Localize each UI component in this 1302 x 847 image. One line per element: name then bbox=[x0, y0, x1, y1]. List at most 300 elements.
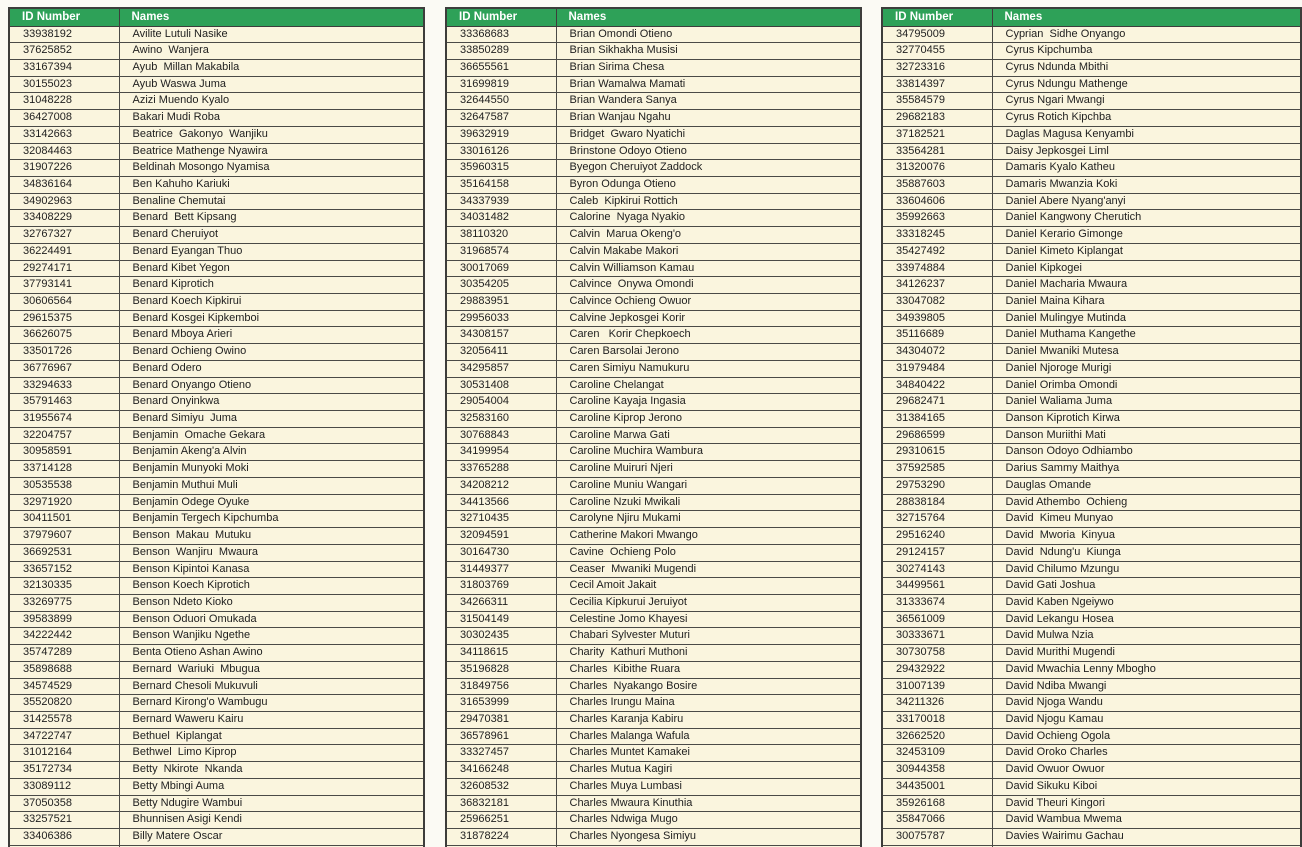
name-cell: Benard Kibet Yegon bbox=[119, 260, 424, 277]
table-row bbox=[446, 829, 861, 846]
id-number-cell: 35584579 bbox=[882, 93, 992, 110]
roster-table-3 bbox=[881, 7, 1302, 847]
table-row bbox=[882, 193, 1301, 210]
id-number-cell: 34435001 bbox=[882, 778, 992, 795]
table-row bbox=[882, 227, 1301, 244]
table-row bbox=[882, 661, 1301, 678]
id-number-cell: 39583899 bbox=[9, 611, 119, 628]
name-cell: Benard Bett Kipsang bbox=[119, 210, 424, 227]
table-row bbox=[446, 494, 861, 511]
table-row bbox=[9, 728, 424, 745]
name-cell: Cecil Amoit Jakait bbox=[556, 578, 861, 595]
id-number-cell: 32647587 bbox=[446, 110, 556, 127]
table-row bbox=[882, 176, 1301, 193]
id-number-cell: 36655561 bbox=[446, 59, 556, 76]
id-number-cell: 36427008 bbox=[9, 110, 119, 127]
table-row bbox=[9, 578, 424, 595]
name-cell: Charles Kibithe Ruara bbox=[556, 661, 861, 678]
name-cell: Bridget Gwaro Nyatichi bbox=[556, 126, 861, 143]
id-number-cell: 31979484 bbox=[882, 360, 992, 377]
name-cell: Benson Ndeto Kioko bbox=[119, 594, 424, 611]
name-cell: Daisy Jepkosgei Liml bbox=[992, 143, 1301, 160]
table-row bbox=[882, 427, 1301, 444]
name-cell: Daniel Kangwony Cherutich bbox=[992, 210, 1301, 227]
name-cell: David Sikuku Kiboi bbox=[992, 778, 1301, 795]
id-number-cell: 33089112 bbox=[9, 778, 119, 795]
id-number-header: ID Number bbox=[446, 8, 556, 26]
id-number-cell: 30411501 bbox=[9, 511, 119, 528]
id-number-cell: 34902963 bbox=[9, 193, 119, 210]
table-row bbox=[9, 477, 424, 494]
table-row bbox=[9, 511, 424, 528]
name-cell: Charles Muntet Kamakei bbox=[556, 745, 861, 762]
name-cell: David Njoga Wandu bbox=[992, 695, 1301, 712]
table-row bbox=[446, 193, 861, 210]
id-number-cell: 31007139 bbox=[882, 678, 992, 695]
table-row bbox=[446, 277, 861, 294]
id-number-header: ID Number bbox=[9, 8, 119, 26]
table-row bbox=[882, 327, 1301, 344]
table-row bbox=[9, 411, 424, 428]
id-number-cell: 29274171 bbox=[9, 260, 119, 277]
table-row bbox=[446, 260, 861, 277]
table-row bbox=[446, 377, 861, 394]
name-cell: Benson Wanjiku Ngethe bbox=[119, 628, 424, 645]
table-row bbox=[9, 778, 424, 795]
table-row bbox=[446, 243, 861, 260]
id-number-cell: 33604606 bbox=[882, 193, 992, 210]
id-number-cell: 29124157 bbox=[882, 544, 992, 561]
id-number-cell: 29310615 bbox=[882, 444, 992, 461]
table-row bbox=[9, 310, 424, 327]
id-number-cell: 33501726 bbox=[9, 344, 119, 361]
id-number-cell: 30274143 bbox=[882, 561, 992, 578]
id-number-cell: 30606564 bbox=[9, 294, 119, 311]
id-number-cell: 34266311 bbox=[446, 594, 556, 611]
table-row bbox=[9, 327, 424, 344]
table-row bbox=[882, 76, 1301, 93]
id-number-cell: 28838184 bbox=[882, 494, 992, 511]
table-row bbox=[446, 645, 861, 662]
table-row bbox=[9, 762, 424, 779]
name-cell: Benaline Chemutai bbox=[119, 193, 424, 210]
table-row bbox=[882, 260, 1301, 277]
name-cell: Daniel Muthama Kangethe bbox=[992, 327, 1301, 344]
name-cell: Charles Nyongesa Simiyu bbox=[556, 829, 861, 846]
name-cell: Calvin Williamson Kamau bbox=[556, 260, 861, 277]
table-row bbox=[882, 411, 1301, 428]
id-number-cell: 31048228 bbox=[9, 93, 119, 110]
id-number-cell: 34574529 bbox=[9, 678, 119, 695]
name-cell: Bethuel Kiplangat bbox=[119, 728, 424, 745]
id-number-cell: 31968574 bbox=[446, 243, 556, 260]
table-row bbox=[446, 795, 861, 812]
table-row bbox=[9, 210, 424, 227]
id-number-cell: 31449377 bbox=[446, 561, 556, 578]
table-row bbox=[446, 561, 861, 578]
name-cell: Carolyne Njiru Mukami bbox=[556, 511, 861, 528]
id-number-cell: 35172734 bbox=[9, 762, 119, 779]
id-number-cell: 33408229 bbox=[9, 210, 119, 227]
name-cell: Brian Sirima Chesa bbox=[556, 59, 861, 76]
table-row bbox=[446, 711, 861, 728]
id-number-cell: 34840422 bbox=[882, 377, 992, 394]
name-cell: David Chilumo Mzungu bbox=[992, 561, 1301, 578]
id-number-cell: 32094591 bbox=[446, 528, 556, 545]
id-number-cell: 34208212 bbox=[446, 477, 556, 494]
name-cell: Brian Sikhakha Musisi bbox=[556, 43, 861, 60]
id-number-cell: 30768843 bbox=[446, 427, 556, 444]
name-cell: Benjamin Muthui Muli bbox=[119, 477, 424, 494]
name-cell: Beatrice Mathenge Nyawira bbox=[119, 143, 424, 160]
id-number-cell: 32723316 bbox=[882, 59, 992, 76]
name-cell: Brian Wandera Sanya bbox=[556, 93, 861, 110]
name-cell: Chabari Sylvester Muturi bbox=[556, 628, 861, 645]
name-cell: Benson Kipintoi Kanasa bbox=[119, 561, 424, 578]
id-number-cell: 30535538 bbox=[9, 477, 119, 494]
name-cell: Byegon Cheruiyot Zaddock bbox=[556, 160, 861, 177]
name-cell: Benard Eyangan Thuo bbox=[119, 243, 424, 260]
id-number-cell: 33938192 bbox=[9, 26, 119, 43]
name-cell: David Kimeu Munyao bbox=[992, 511, 1301, 528]
name-cell: Benard Onyinkwa bbox=[119, 394, 424, 411]
table-row bbox=[9, 344, 424, 361]
id-number-cell: 34126237 bbox=[882, 277, 992, 294]
id-number-cell: 33016126 bbox=[446, 143, 556, 160]
id-number-cell: 33657152 bbox=[9, 561, 119, 578]
id-number-cell: 30944358 bbox=[882, 762, 992, 779]
id-number-cell: 31907226 bbox=[9, 160, 119, 177]
table-row bbox=[9, 227, 424, 244]
table-row bbox=[446, 594, 861, 611]
table-row bbox=[446, 477, 861, 494]
table-row bbox=[446, 812, 861, 829]
id-number-cell: 31803769 bbox=[446, 578, 556, 595]
name-cell: Benson Oduori Omukada bbox=[119, 611, 424, 628]
name-cell: Daniel Abere Nyang'anyi bbox=[992, 193, 1301, 210]
id-number-cell: 33850289 bbox=[446, 43, 556, 60]
name-cell: Caroline Muiruri Njeri bbox=[556, 461, 861, 478]
table-row bbox=[9, 812, 424, 829]
name-cell: David Ndiba Mwangi bbox=[992, 678, 1301, 695]
id-number-cell: 29682471 bbox=[882, 394, 992, 411]
id-number-cell: 34836164 bbox=[9, 176, 119, 193]
name-cell: David Kaben Ngeiywo bbox=[992, 594, 1301, 611]
id-number-cell: 35427492 bbox=[882, 243, 992, 260]
table-row bbox=[9, 561, 424, 578]
id-number-cell: 35164158 bbox=[446, 176, 556, 193]
name-cell: Charles Nyakango Bosire bbox=[556, 678, 861, 695]
id-number-cell: 31320076 bbox=[882, 160, 992, 177]
id-number-cell: 30958591 bbox=[9, 444, 119, 461]
id-number-cell: 30354205 bbox=[446, 277, 556, 294]
name-cell: Bernard Wariuki Mbugua bbox=[119, 661, 424, 678]
name-cell: Benard Odero bbox=[119, 360, 424, 377]
table-row bbox=[446, 695, 861, 712]
name-cell: Cyprian Sidhe Onyango bbox=[992, 26, 1301, 43]
table-row bbox=[882, 360, 1301, 377]
table-row bbox=[9, 645, 424, 662]
table-row bbox=[446, 93, 861, 110]
name-cell: Damaris Kyalo Katheu bbox=[992, 160, 1301, 177]
id-number-cell: 33327457 bbox=[446, 745, 556, 762]
table-row bbox=[882, 762, 1301, 779]
name-cell: Cyrus Ndunda Mbithi bbox=[992, 59, 1301, 76]
id-number-cell: 32453109 bbox=[882, 745, 992, 762]
id-number-cell: 33814397 bbox=[882, 76, 992, 93]
id-number-cell: 30164730 bbox=[446, 544, 556, 561]
table-row bbox=[882, 461, 1301, 478]
name-cell: David Mulwa Nzia bbox=[992, 628, 1301, 645]
name-cell: Betty Nkirote Nkanda bbox=[119, 762, 424, 779]
name-cell: Betty Ndugire Wambui bbox=[119, 795, 424, 812]
table-row bbox=[446, 59, 861, 76]
name-cell: Benard Cheruiyot bbox=[119, 227, 424, 244]
id-number-cell: 32608532 bbox=[446, 778, 556, 795]
name-cell: Damaris Mwanzia Koki bbox=[992, 176, 1301, 193]
table-row bbox=[446, 511, 861, 528]
table-row bbox=[446, 26, 861, 43]
name-cell: Benjamin Akeng'a Alvin bbox=[119, 444, 424, 461]
table-row bbox=[9, 243, 424, 260]
table-row bbox=[9, 126, 424, 143]
table-row bbox=[9, 544, 424, 561]
name-cell: Benard Simiyu Juma bbox=[119, 411, 424, 428]
name-cell: Beldinah Mosongo Nyamisa bbox=[119, 160, 424, 177]
table-row bbox=[446, 176, 861, 193]
table-row bbox=[9, 143, 424, 160]
id-number-cell: 29682183 bbox=[882, 110, 992, 127]
header-row bbox=[882, 8, 1301, 26]
table-row bbox=[9, 377, 424, 394]
table-row bbox=[9, 160, 424, 177]
name-cell: Davies Wairimu Gachau bbox=[992, 829, 1301, 846]
table-row bbox=[882, 344, 1301, 361]
name-cell: Cecilia Kipkurui Jeruiyot bbox=[556, 594, 861, 611]
name-cell: Daglas Magusa Kenyambi bbox=[992, 126, 1301, 143]
id-number-cell: 35960315 bbox=[446, 160, 556, 177]
table-row bbox=[882, 93, 1301, 110]
id-number-cell: 33368683 bbox=[446, 26, 556, 43]
name-cell: Celestine Jomo Khayesi bbox=[556, 611, 861, 628]
name-cell: Benjamin Munyoki Moki bbox=[119, 461, 424, 478]
name-cell: Darius Sammy Maithya bbox=[992, 461, 1301, 478]
table-row bbox=[882, 645, 1301, 662]
id-number-cell: 36692531 bbox=[9, 544, 119, 561]
id-number-header: ID Number bbox=[882, 8, 992, 26]
table-row bbox=[882, 294, 1301, 311]
name-cell: Bakari Mudi Roba bbox=[119, 110, 424, 127]
table-row bbox=[446, 294, 861, 311]
name-cell: Daniel Njoroge Murigi bbox=[992, 360, 1301, 377]
name-cell: Brian Omondi Otieno bbox=[556, 26, 861, 43]
id-number-cell: 35196828 bbox=[446, 661, 556, 678]
name-cell: Cyrus Kipchumba bbox=[992, 43, 1301, 60]
table-row bbox=[9, 628, 424, 645]
table-row bbox=[446, 611, 861, 628]
name-cell: Byron Odunga Otieno bbox=[556, 176, 861, 193]
id-number-cell: 31653999 bbox=[446, 695, 556, 712]
table-row bbox=[446, 344, 861, 361]
id-number-cell: 33167394 bbox=[9, 59, 119, 76]
table-row bbox=[446, 327, 861, 344]
name-cell: Caroline Muchira Wambura bbox=[556, 444, 861, 461]
id-number-cell: 36776967 bbox=[9, 360, 119, 377]
id-number-cell: 32715764 bbox=[882, 511, 992, 528]
id-number-cell: 34295857 bbox=[446, 360, 556, 377]
id-number-cell: 35898688 bbox=[9, 661, 119, 678]
id-number-cell: 39632919 bbox=[446, 126, 556, 143]
table-row bbox=[882, 477, 1301, 494]
id-number-cell: 32204757 bbox=[9, 427, 119, 444]
table-row bbox=[882, 110, 1301, 127]
name-cell: Benard Onyango Otieno bbox=[119, 377, 424, 394]
name-cell: Benard Koech Kipkirui bbox=[119, 294, 424, 311]
id-number-cell: 30017069 bbox=[446, 260, 556, 277]
table-row bbox=[9, 594, 424, 611]
name-cell: Caren Barsolai Jerono bbox=[556, 344, 861, 361]
name-cell: Ben Kahuho Kariuki bbox=[119, 176, 424, 193]
id-number-cell: 31699819 bbox=[446, 76, 556, 93]
table-row bbox=[446, 110, 861, 127]
id-number-cell: 34031482 bbox=[446, 210, 556, 227]
table-row bbox=[882, 277, 1301, 294]
name-cell: Azizi Muendo Kyalo bbox=[119, 93, 424, 110]
id-number-cell: 34308157 bbox=[446, 327, 556, 344]
table-row bbox=[446, 745, 861, 762]
header-row bbox=[446, 8, 861, 26]
id-number-cell: 31425578 bbox=[9, 711, 119, 728]
table-row bbox=[9, 93, 424, 110]
name-cell: Cavine Ochieng Polo bbox=[556, 544, 861, 561]
id-number-cell: 32710435 bbox=[446, 511, 556, 528]
name-cell: David Mworia Kinyua bbox=[992, 528, 1301, 545]
id-number-cell: 33257521 bbox=[9, 812, 119, 829]
id-number-cell: 34337939 bbox=[446, 193, 556, 210]
table-row bbox=[9, 76, 424, 93]
id-number-cell: 37979607 bbox=[9, 528, 119, 545]
name-cell: Caroline Kayaja Ingasia bbox=[556, 394, 861, 411]
table-row bbox=[9, 294, 424, 311]
name-cell: Benjamin Odege Oyuke bbox=[119, 494, 424, 511]
name-cell: David Lekangu Hosea bbox=[992, 611, 1301, 628]
table-body bbox=[446, 26, 861, 847]
name-cell: Charles Malanga Wafula bbox=[556, 728, 861, 745]
name-cell: David Athembo Ochieng bbox=[992, 494, 1301, 511]
name-cell: David Ndung'u Kiunga bbox=[992, 544, 1301, 561]
name-cell: Charles Mutua Kagiri bbox=[556, 762, 861, 779]
table-row bbox=[446, 728, 861, 745]
table-row bbox=[446, 160, 861, 177]
name-cell: Catherine Makori Mwango bbox=[556, 528, 861, 545]
name-cell: Charles Karanja Kabiru bbox=[556, 711, 861, 728]
id-number-cell: 34166248 bbox=[446, 762, 556, 779]
id-number-cell: 35887603 bbox=[882, 176, 992, 193]
id-number-cell: 36578961 bbox=[446, 728, 556, 745]
id-number-cell: 32662520 bbox=[882, 728, 992, 745]
table-row bbox=[882, 728, 1301, 745]
name-cell: Benson Koech Kiprotich bbox=[119, 578, 424, 595]
name-cell: Bernard Waweru Kairu bbox=[119, 711, 424, 728]
name-cell: Caroline Marwa Gati bbox=[556, 427, 861, 444]
name-cell: Calvin Makabe Makori bbox=[556, 243, 861, 260]
id-number-cell: 37625852 bbox=[9, 43, 119, 60]
id-number-cell: 29054004 bbox=[446, 394, 556, 411]
id-number-cell: 31384165 bbox=[882, 411, 992, 428]
name-cell: David Oroko Charles bbox=[992, 745, 1301, 762]
id-number-cell: 31012164 bbox=[9, 745, 119, 762]
header-row bbox=[9, 8, 424, 26]
table-row bbox=[446, 544, 861, 561]
name-cell: David Njogu Kamau bbox=[992, 711, 1301, 728]
name-cell: Charles Mwaura Kinuthia bbox=[556, 795, 861, 812]
table-row bbox=[882, 26, 1301, 43]
id-number-cell: 33142663 bbox=[9, 126, 119, 143]
roster-table-1 bbox=[8, 7, 425, 847]
table-row bbox=[446, 227, 861, 244]
name-cell: Benard Ochieng Owino bbox=[119, 344, 424, 361]
name-cell: Calvince Ochieng Owuor bbox=[556, 294, 861, 311]
table-row bbox=[882, 160, 1301, 177]
id-number-cell: 37793141 bbox=[9, 277, 119, 294]
name-cell: Daniel Maina Kihara bbox=[992, 294, 1301, 311]
roster-table-2 bbox=[445, 7, 862, 847]
id-number-cell: 32971920 bbox=[9, 494, 119, 511]
table-row bbox=[9, 494, 424, 511]
id-number-cell: 38110320 bbox=[446, 227, 556, 244]
name-cell: Bernard Kirong'o Wambugu bbox=[119, 695, 424, 712]
id-number-cell: 29470381 bbox=[446, 711, 556, 728]
id-number-cell: 34118615 bbox=[446, 645, 556, 662]
table-row bbox=[882, 778, 1301, 795]
id-number-cell: 36626075 bbox=[9, 327, 119, 344]
name-cell: Caroline Kiprop Jerono bbox=[556, 411, 861, 428]
name-cell: Benjamin Omache Gekara bbox=[119, 427, 424, 444]
name-cell: David Murithi Mugendi bbox=[992, 645, 1301, 662]
table-row bbox=[9, 277, 424, 294]
table-row bbox=[882, 745, 1301, 762]
id-number-cell: 31878224 bbox=[446, 829, 556, 846]
id-number-cell: 25966251 bbox=[446, 812, 556, 829]
id-number-cell: 29686599 bbox=[882, 427, 992, 444]
name-cell: David Wambua Mwema bbox=[992, 812, 1301, 829]
table-row bbox=[882, 310, 1301, 327]
id-number-cell: 33318245 bbox=[882, 227, 992, 244]
table-row bbox=[446, 528, 861, 545]
table-row bbox=[9, 176, 424, 193]
table-row bbox=[9, 444, 424, 461]
table-row bbox=[9, 695, 424, 712]
table-row bbox=[9, 745, 424, 762]
name-cell: Caleb Kipkirui Rottich bbox=[556, 193, 861, 210]
table-row bbox=[882, 528, 1301, 545]
name-cell: Dauglas Omande bbox=[992, 477, 1301, 494]
name-cell: David Ochieng Ogola bbox=[992, 728, 1301, 745]
table-row bbox=[9, 43, 424, 60]
name-cell: Danson Kiprotich Kirwa bbox=[992, 411, 1301, 428]
name-cell: Calorine Nyaga Nyakio bbox=[556, 210, 861, 227]
table-row bbox=[446, 394, 861, 411]
id-number-cell: 34722747 bbox=[9, 728, 119, 745]
table-row bbox=[446, 126, 861, 143]
name-cell: Daniel Kimeto Kiplangat bbox=[992, 243, 1301, 260]
table-row bbox=[446, 310, 861, 327]
name-cell: Calvin Marua Okeng'o bbox=[556, 227, 861, 244]
id-number-cell: 30730758 bbox=[882, 645, 992, 662]
id-number-cell: 37050358 bbox=[9, 795, 119, 812]
table-row bbox=[9, 260, 424, 277]
id-number-cell: 33170018 bbox=[882, 711, 992, 728]
